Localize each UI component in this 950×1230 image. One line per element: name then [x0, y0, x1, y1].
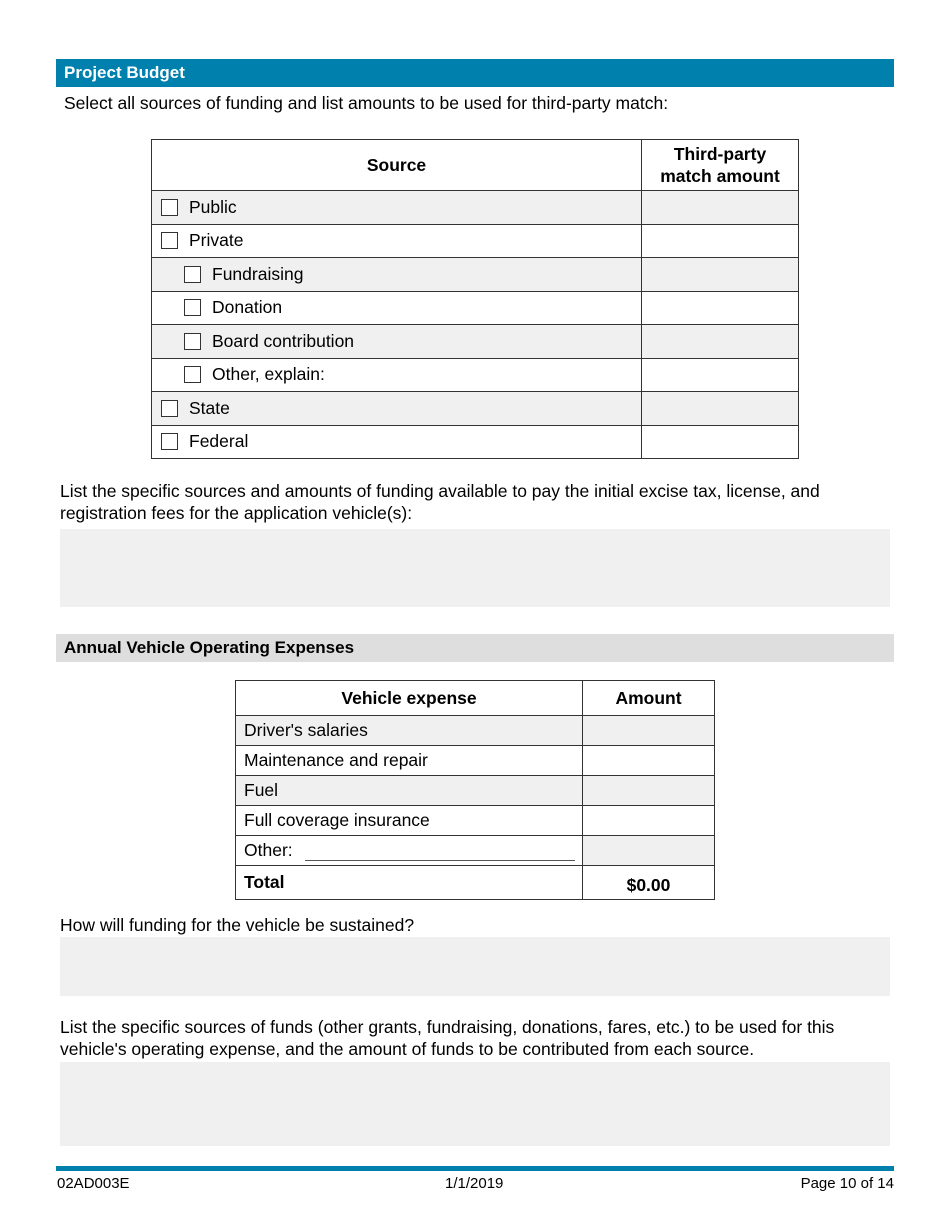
expense-row-drivers-salaries — [236, 716, 715, 746]
expense-label: Other: — [244, 840, 293, 860]
expense-row-total — [236, 866, 715, 900]
source-row-public — [152, 191, 799, 225]
total-label: Total — [236, 866, 583, 900]
source-label: Other, explain: — [212, 364, 325, 385]
match-amount-field-donation[interactable] — [642, 291, 799, 325]
match-amount-field-public[interactable] — [642, 191, 799, 225]
expense-row-insurance — [236, 806, 715, 836]
source-label: Fundraising — [212, 263, 304, 284]
source-row-donation — [152, 291, 799, 325]
source-row-federal — [152, 425, 799, 459]
fees-answer-field[interactable] — [60, 529, 890, 607]
footer-date: 1/1/2019 — [445, 1175, 504, 1192]
checkbox-fundraising[interactable] — [184, 266, 201, 283]
column-header-match-line1: Third-party — [673, 144, 767, 164]
source-label: Private — [189, 230, 244, 251]
expense-label: Fuel — [236, 776, 583, 806]
match-amount-field-board-contribution[interactable] — [642, 325, 799, 359]
sustain-question: How will funding for the vehicle be sustained? — [60, 915, 415, 935]
checkbox-state[interactable] — [161, 400, 178, 417]
amount-field-maintenance[interactable] — [583, 746, 715, 776]
checkbox-board-contribution[interactable] — [184, 333, 201, 350]
column-header-source: Source — [152, 140, 642, 191]
source-row-other — [152, 358, 799, 392]
source-row-state — [152, 392, 799, 426]
expense-row-maintenance — [236, 746, 715, 776]
amount-field-fuel[interactable] — [583, 776, 715, 806]
match-amount-field-other[interactable] — [642, 358, 799, 392]
vehicle-expense-table — [235, 680, 715, 900]
table-header-row — [152, 140, 799, 191]
amount-field-drivers-salaries[interactable] — [583, 716, 715, 746]
source-label: State — [189, 397, 230, 418]
table-header-row — [236, 681, 715, 716]
match-amount-field-fundraising[interactable] — [642, 258, 799, 292]
checkbox-federal[interactable] — [161, 433, 178, 450]
source-row-board-contribution — [152, 325, 799, 359]
source-row-fundraising — [152, 258, 799, 292]
funding-source-table — [151, 139, 799, 459]
section-title-project-budget: Project Budget — [56, 59, 894, 87]
total-value: $0.00 — [583, 866, 715, 900]
budget-instructions: Select all sources of funding and list amounts to be used for third-party match: — [64, 93, 669, 113]
expense-row-fuel — [236, 776, 715, 806]
fees-question: List the specific sources and amounts of funding available to pay the initial excise tax, license, and registration fees for the application vehicle(s): — [60, 481, 820, 523]
checkbox-private[interactable] — [161, 232, 178, 249]
footer-rule — [56, 1166, 894, 1171]
expense-label: Driver's salaries — [236, 716, 583, 746]
other-expense-input[interactable] — [305, 843, 575, 861]
sources-question: List the specific sources of funds (other grants, fundraising, donations, fares, etc.) to be used for this vehicle's operating expense, and the amount of funds to be contributed from each source. — [60, 1017, 835, 1059]
source-label: Public — [189, 196, 237, 217]
checkbox-public[interactable] — [161, 199, 178, 216]
source-row-private — [152, 224, 799, 258]
amount-field-other[interactable] — [583, 836, 715, 866]
expense-label: Maintenance and repair — [236, 746, 583, 776]
amount-field-insurance[interactable] — [583, 806, 715, 836]
footer-form-id: 02AD003E — [57, 1175, 130, 1192]
sources-answer-field[interactable] — [60, 1062, 890, 1146]
expense-label: Full coverage insurance — [236, 806, 583, 836]
checkbox-donation[interactable] — [184, 299, 201, 316]
match-amount-field-state[interactable] — [642, 392, 799, 426]
column-header-amount: Amount — [583, 681, 715, 716]
sustain-answer-field[interactable] — [60, 937, 890, 996]
checkbox-other[interactable] — [184, 366, 201, 383]
match-amount-field-federal[interactable] — [642, 425, 799, 459]
match-amount-field-private[interactable] — [642, 224, 799, 258]
source-label: Donation — [212, 297, 283, 318]
column-header-match-line2: match amount — [660, 166, 780, 186]
column-header-vehicle-expense: Vehicle expense — [236, 681, 583, 716]
source-label: Federal — [189, 431, 249, 452]
source-label: Board contribution — [212, 330, 355, 351]
footer-page-number: Page 10 of 14 — [800, 1175, 894, 1192]
expense-row-other — [236, 836, 715, 866]
section-title-operating-expenses: Annual Vehicle Operating Expenses — [56, 634, 894, 662]
column-header-match-amount — [642, 140, 799, 191]
